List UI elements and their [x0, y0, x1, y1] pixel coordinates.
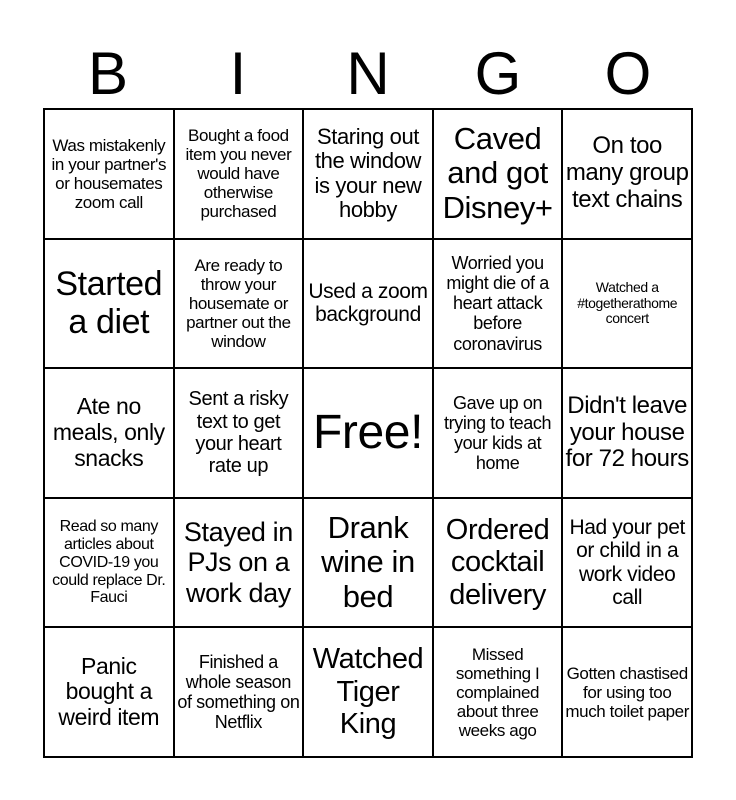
bingo-cell[interactable]: Bought a food item you never would have otherwise purchased [174, 109, 304, 239]
bingo-cell[interactable]: Started a diet [44, 239, 174, 369]
bingo-cell[interactable]: Ordered cocktail delivery [433, 498, 563, 628]
bingo-cell[interactable]: Watched a #togetherathome concert [562, 239, 692, 369]
bingo-cell[interactable]: Stayed in PJs on a work day [174, 498, 304, 628]
bingo-cell[interactable]: Had your pet or child in a work video call [562, 498, 692, 628]
bingo-cell[interactable]: Gave up on trying to teach your kids at home [433, 368, 563, 498]
header-letter: I [229, 40, 247, 107]
bingo-cell[interactable]: Used a zoom background [303, 239, 433, 369]
bingo-cell[interactable]: Missed something I complained about three weeks ago [433, 627, 563, 757]
bingo-cell[interactable]: Finished a whole season of something on Netflix [174, 627, 304, 757]
header-letter: G [474, 40, 522, 107]
bingo-cell[interactable]: Are ready to throw your housemate or partner out the window [174, 239, 304, 369]
bingo-cell[interactable]: Ate no meals, only snacks [44, 368, 174, 498]
header-letter: O [604, 40, 652, 107]
free-cell[interactable]: Free! [303, 368, 433, 498]
bingo-cell[interactable]: On too many group text chains [562, 109, 692, 239]
bingo-cell[interactable]: Sent a risky text to get your heart rate up [174, 368, 304, 498]
header-letter: B [87, 40, 129, 107]
bingo-cell[interactable]: Drank wine in bed [303, 498, 433, 628]
bingo-header [43, 40, 693, 108]
bingo-cell[interactable]: Didn't leave your house for 72 hours [562, 368, 692, 498]
bingo-cell[interactable]: Staring out the window is your new hobby [303, 109, 433, 239]
bingo-grid [43, 108, 693, 758]
bingo-cell[interactable]: Watched Tiger King [303, 627, 433, 757]
bingo-cell[interactable]: Was mistakenly in your partner's or housemates zoom call [44, 109, 174, 239]
bingo-cell[interactable]: Panic bought a weird item [44, 627, 174, 757]
bingo-cell[interactable]: Read so many articles about COVID-19 you could replace Dr. Fauci [44, 498, 174, 628]
bingo-cell[interactable]: Caved and got Disney+ [433, 109, 563, 239]
bingo-cell[interactable]: Gotten chastised for using too much toilet paper [562, 627, 692, 757]
header-letter: N [346, 40, 390, 107]
bingo-cell[interactable]: Worried you might die of a heart attack before coronavirus [433, 239, 563, 369]
